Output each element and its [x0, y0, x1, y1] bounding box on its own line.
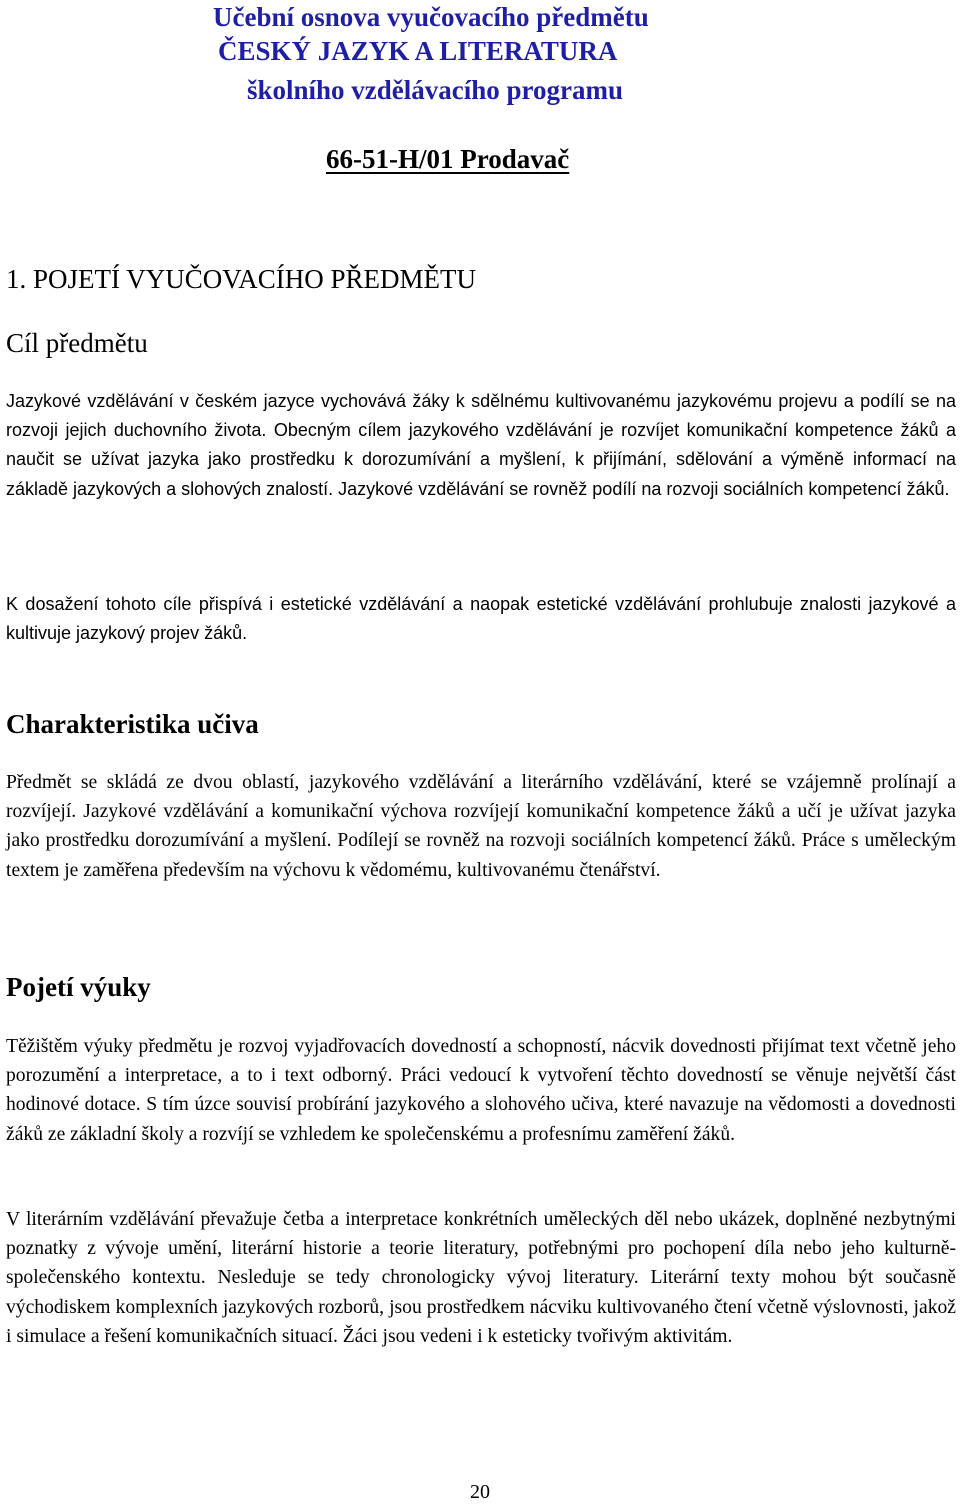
goal-heading: Cíl předmětu	[6, 328, 148, 358]
page-number: 20	[470, 1481, 490, 1503]
goal-paragraph-1-body: Obecným cílem jazykového vzdělávání je rozvíjet komunikační kompetence žáků a naučit se užívat jazyka jako prostředku k dorozumívání a myšlení, k přijímání, sdělování a výměně informací na základě jazykových a slohových znalostí. Jazykové vzdělávání se rovněž podílí na rozvoji sociálních kompetencí žáků.	[6, 420, 956, 499]
teaching-paragraph-1: Těžištěm výuky předmětu je rozvoj vyjadřovacích dovedností a schopností, nácvik dovednosti přijímat text včetně jeho porozumění a interpretace, a to i text odborný. Práci vedoucí k vytvoření těchto dovedností se věnuje největší část hodinové dotace. S tím úzce souvisí probírání jazykového a slohového učiva, které navazuje na vědomosti a dovednosti žáků ze základní školy a rozvíjí se vzhledem ke společenskému a profesnímu zaměření žáků.	[6, 1036, 956, 1145]
document-title-line-3: školního vzdělávacího programu	[247, 75, 624, 105]
program-code: 66-51-H/01 Prodavač	[326, 144, 570, 174]
section-heading-1: 1. POJETÍ VYUČOVACÍHO PŘEDMĚTU	[6, 264, 477, 294]
teaching-paragraph-2: V literárním vzdělávání převažuje četba a interpretace konkrétních uměleckých děl nebo ukázek, doplněné nezbytnými poznatky z vývoje umění, literární historie a teorie literatury, potřebnými pro pochopení díla nebo jeho kulturně-společenského kontextu. Nesleduje se tedy chronologicky vývoj literatury. Literární texty mohou být současně východiskem komplexních jazykových rozborů, jsou prostředkem nácviku kultivovaného čtení včetně výslovnosti, jakož i simulace a řešení komunikačních situací. Žáci jsou vedeni i k esteticky tvořivým aktivitám.	[6, 1209, 956, 1347]
goal-paragraph-1-intro: Jazykové vzdělávání v českém jazyce vychovává žáky k sdělnému kultivovanému jazykovému projevu a podílí se na rozvoji jejich duchovního života.	[6, 391, 956, 441]
goal-paragraph-1	[6, 387, 956, 504]
teaching-heading: Pojetí výuky	[6, 972, 151, 1002]
characteristics-paragraph: Předmět se skládá ze dvou oblastí, jazykového vzdělávání a literárního vzdělávání, které se vzájemně prolínají a rozvíjejí. Jazykové vzdělávání a komunikační výchova rozvíjejí komunikační kompetence žáků a učí je užívat jazyka jako prostředku dorozumívání a myšlení. Podílejí se rovněž na rozvoji sociálních kompetencí žáků. Práce s uměleckým textem je zaměřena především na výchovu k vědomému, kultivovanému čtenářství.	[6, 772, 956, 881]
document-title-line-1: Učební osnova vyučovacího předmětu	[213, 2, 649, 32]
document-title-line-2: ČESKÝ JAZYK A LITERATURA	[218, 36, 618, 66]
characteristics-heading: Charakteristika učiva	[6, 709, 259, 739]
goal-paragraph-2: K dosažení tohoto cíle přispívá i estetické vzdělávání a naopak estetické vzdělávání prohlubuje znalosti jazykové a kultivuje jazykový projev žáků.	[6, 594, 956, 644]
